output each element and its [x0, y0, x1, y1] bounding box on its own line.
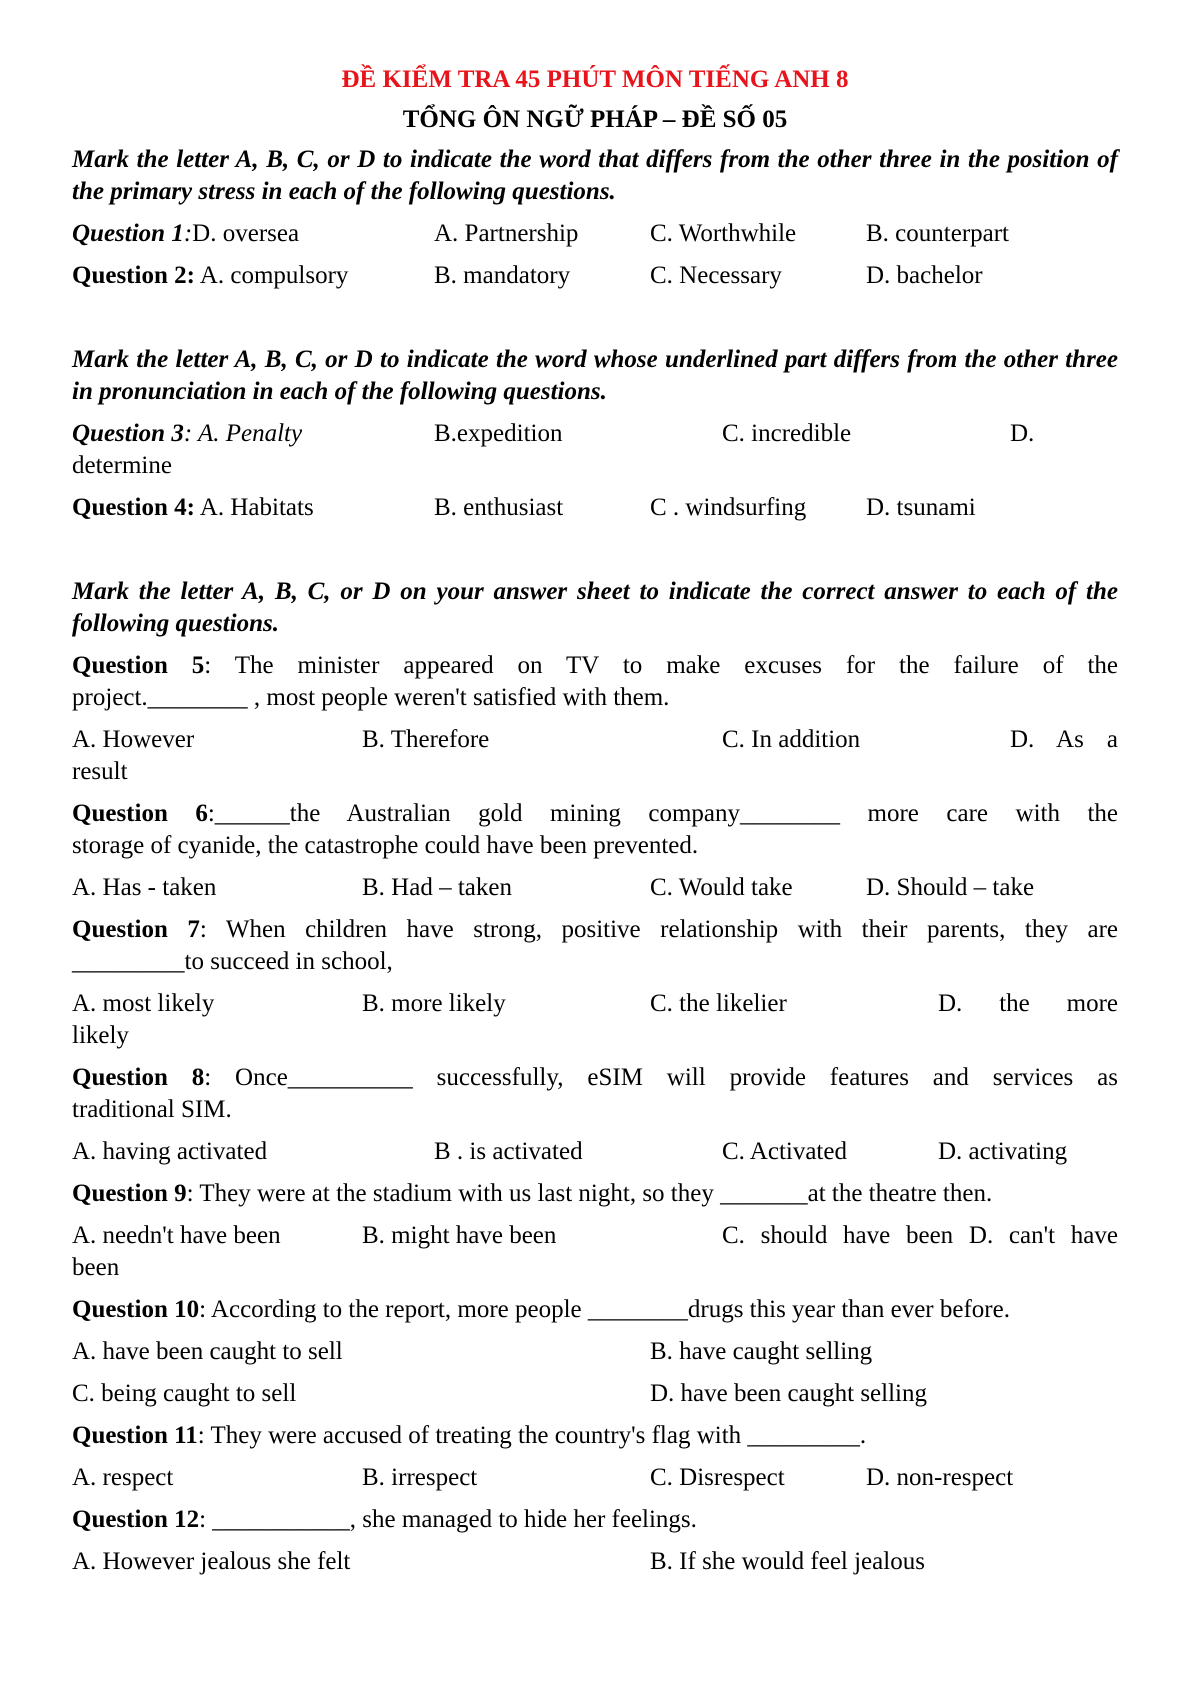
question-7-text: : When children have strong, positive relationship with their parents, they are [199, 916, 1118, 943]
question-7-option: A. most likely [72, 990, 215, 1017]
question-12-label: Question 12 [72, 1506, 200, 1533]
question-5-option-continued: result [72, 758, 128, 785]
question-6-options [72, 872, 1118, 904]
document-subtitle: TỔNG ÔN NGỮ PHÁP – ĐỀ SỐ 05 [402, 106, 788, 133]
question-3-option: B.expedition [434, 420, 563, 447]
question-12-option: A. However jealous she felt [72, 1548, 351, 1575]
question-9-option: A. needn't have been [72, 1222, 281, 1249]
question-10-option: A. have been caught to sell [72, 1338, 343, 1365]
section1-instruction: Mark the letter A, B, C, or D to indicate the word that differs from the other three in the position of the primary stress in each of the following questions. [72, 146, 1118, 205]
question-7-option: C. the likelier [650, 990, 787, 1017]
question-1-option: A. Partnership [434, 220, 579, 247]
question-11-option: B. irrespect [362, 1464, 478, 1491]
question-1-label: Question 1 [72, 220, 184, 247]
question-11-option: A. respect [72, 1464, 174, 1491]
question-1-separator: : [183, 220, 193, 247]
question-11-text: : They were accused of treating the country's flag with _________. [197, 1422, 867, 1449]
question-9-label: Question 9 [72, 1180, 187, 1207]
document-page [72, 64, 1118, 1578]
question-10-label: Question 10 [72, 1296, 200, 1323]
question-11-option: D. non-respect [866, 1464, 1014, 1491]
question-2-option: A. compulsory [199, 262, 349, 289]
question-5-label: Question 5 [72, 652, 205, 679]
question-6-option: B. Had – taken [362, 874, 512, 901]
question-4-option: B. enthusiast [434, 494, 564, 521]
question-9-option: B. might have been [362, 1222, 557, 1249]
question-5 [72, 650, 1118, 714]
question-11-label: Question 11 [72, 1422, 198, 1449]
question-8-options [72, 1136, 1118, 1168]
question-10-text: : According to the report, more people ________drugs this year than ever before. [199, 1296, 1010, 1323]
question-9-options [72, 1220, 1118, 1252]
question-11-option: C. Disrespect [650, 1464, 785, 1491]
question-1-option: C. Worthwhile [650, 220, 797, 247]
question-8-option: A. having activated [72, 1138, 268, 1165]
question-7-text: _________to succeed in school, [72, 948, 393, 975]
question-9-option-continued: been [72, 1254, 120, 1281]
question-8-option: C. Activated [722, 1138, 847, 1165]
question-6 [72, 798, 1118, 862]
question-8-option: B . is activated [434, 1138, 583, 1165]
question-5-option: C. In addition [722, 726, 861, 753]
question-11 [72, 1420, 1118, 1452]
question-7-option: B. more likely [362, 990, 506, 1017]
question-7-options [72, 988, 1118, 1020]
question-3-label: Question 3 [72, 420, 184, 447]
question-1 [72, 218, 1118, 250]
question-10-option: B. have caught selling [650, 1338, 873, 1365]
question-6-text: :______the Australian gold mining company________ more care with the [207, 800, 1118, 827]
question-4-option: C . windsurfing [650, 494, 807, 521]
question-5-option: D. As a [1010, 726, 1118, 753]
question-5-text: : The minister appeared on TV to make excuses for the failure of the [204, 652, 1118, 679]
question-5-option: B. Therefore [362, 726, 490, 753]
question-2-label: Question 2: [72, 262, 195, 289]
question-4-option: D. tsunami [866, 494, 976, 521]
question-3-option: C. incredible [722, 420, 852, 447]
question-11-options [72, 1462, 1118, 1494]
question-8-label: Question 8 [72, 1064, 205, 1091]
question-12-text: : ___________, she managed to hide her feelings. [199, 1506, 697, 1533]
question-7-label: Question 7 [72, 916, 200, 943]
question-5-text: project.________ , most people weren't satisfied with them. [72, 684, 670, 711]
question-10-option: C. being caught to sell [72, 1380, 297, 1407]
question-9 [72, 1178, 1118, 1210]
question-4-label: Question 4: [72, 494, 195, 521]
question-8-option: D. activating [938, 1138, 1068, 1165]
question-8-text: traditional SIM. [72, 1096, 232, 1123]
question-3 [72, 418, 1118, 450]
document-title: ĐỀ KIỂM TRA 45 PHÚT MÔN TIẾNG ANH 8 [341, 66, 849, 93]
question-10-options-2 [72, 1378, 1118, 1410]
question-7-option-continued: likely [72, 1022, 129, 1049]
question-2-option: D. bachelor [866, 262, 983, 289]
question-6-label: Question 6 [72, 800, 208, 827]
question-8 [72, 1062, 1118, 1126]
section3-instruction: Mark the letter A, B, C, or D on your answer sheet to indicate the correct answer to each of the following questions. [72, 578, 1118, 637]
question-6-option: A. Has - taken [72, 874, 217, 901]
question-2 [72, 260, 1118, 292]
question-3-option: : A. Penalty [183, 420, 303, 447]
question-6-text: storage of cyanide, the catastrophe could have been prevented. [72, 832, 699, 859]
section2-instruction: Mark the letter A, B, C, or D to indicate the word whose underlined part differs from the other three in pronunciation in each of the following questions. [72, 346, 1118, 405]
question-5-options [72, 724, 1118, 756]
question-12 [72, 1504, 1118, 1536]
question-1-option: D. oversea [192, 220, 300, 247]
question-4 [72, 492, 1118, 524]
question-6-option: D. Should – take [866, 874, 1035, 901]
question-4-option: A. Habitats [199, 494, 314, 521]
question-2-option: C. Necessary [650, 262, 782, 289]
question-3-option: D. [1010, 420, 1035, 447]
question-10-options-1 [72, 1336, 1118, 1368]
question-10-option: D. have been caught selling [650, 1380, 927, 1407]
question-8-text: : Once__________ successfully, eSIM will provide features and services as [204, 1064, 1118, 1091]
question-5-option: A. However [72, 726, 195, 753]
question-10 [72, 1294, 1118, 1326]
question-7-option: D. the more [938, 990, 1118, 1017]
question-9-option: C. should have been D. can't have [722, 1222, 1118, 1249]
question-6-option: C. Would take [650, 874, 793, 901]
question-9-text: : They were at the stadium with us last night, so they _______at the theatre then. [186, 1180, 993, 1207]
question-7 [72, 914, 1118, 978]
question-3-option-continued: determine [72, 452, 172, 479]
question-2-option: B. mandatory [434, 262, 571, 289]
question-12-options [72, 1546, 1118, 1578]
question-12-option: B. If she would feel jealous [650, 1548, 925, 1575]
question-1-option: B. counterpart [866, 220, 1010, 247]
